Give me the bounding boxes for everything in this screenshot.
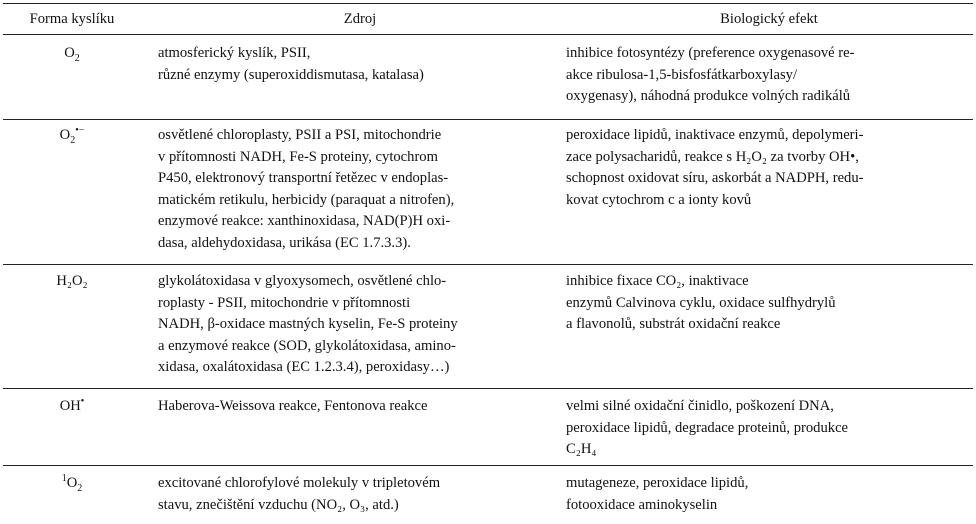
effect-line: velmi silné oxidační činidlo, poškození DNA, (566, 398, 834, 414)
effect-line: oxygenasy), náhodná produkce volných radikálů (566, 88, 851, 105)
source-line: stavu, znečištění vzduchu (NO₂, O₃, atd.) (158, 496, 399, 513)
form-superscript: •− (75, 125, 85, 137)
source-line: roplasty - PSII, mitochondrie v přítomnosti (158, 294, 411, 311)
table-row-source (158, 271, 458, 379)
effect-line: inhibice fixace CO₂, inaktivace (566, 273, 749, 289)
source-line: NADH, β-oxidace mastných kyselin, Fe-S proteiny (158, 316, 458, 333)
table-row-effect (566, 473, 748, 516)
row-divider (3, 388, 973, 389)
source-line: dasa, aldehydoxidasa, urikása (EC 1.7.3.3). (158, 234, 411, 251)
effect-line: schopnost oxidovat síru, askorbát a NADPH, redu- (566, 170, 864, 187)
source-line: atmosferický kyslík, PSII, (158, 45, 311, 61)
source-line: v přítomnosti NADH, Fe-S proteiny, cytochrom (158, 148, 438, 165)
table-row-form (3, 396, 141, 418)
effect-line: enzymů Calvinova cyklu, oxidace sulfhydrylů (566, 294, 836, 311)
effect-line: fotooxidace aminokyselin (566, 496, 718, 513)
table-row-form (3, 271, 141, 293)
source-line: P450, elektronový transportní řetězec v endoplas- (158, 170, 449, 187)
source-line: excitované chlorofylové molekuly v tripletovém (158, 475, 441, 491)
header-bottom-rule (3, 34, 973, 35)
form-subscript: 2 (74, 52, 80, 64)
form-base: O (66, 475, 78, 491)
form-superscript: • (80, 396, 85, 408)
table-top-rule (3, 3, 973, 4)
table-row-effect (566, 396, 848, 461)
effect-line: zace polysacharidů, reakce s H₂O₂ za tvorby OH•, (566, 148, 859, 165)
source-line: osvětlené chloroplasty, PSII a PSI, mitochondrie (158, 127, 442, 143)
table-row-effect (566, 125, 864, 211)
column-header-effect: Biologický efekt (720, 11, 818, 27)
table-row-effect (566, 271, 836, 336)
source-line: matickém retikulu, herbicidy (paraquat a nitrofen), (158, 191, 455, 208)
form-prescript: 1 (61, 473, 67, 485)
table-row-source (158, 43, 424, 86)
source-line: glykolátoxidasa v glyoxysomech, osvětlené chlo- (158, 273, 447, 289)
effect-line: peroxidace lipidů, degradace proteinů, produkce (566, 419, 849, 436)
source-line: xidasa, oxalátoxidasa (EC 1.2.3.4), peroxidasy…) (158, 359, 450, 376)
row-divider (3, 264, 973, 265)
table-row-form (3, 43, 141, 65)
form-base: O (64, 45, 75, 61)
source-line: a enzymové reakce (SOD, glykolátoxidasa, amino- (158, 337, 456, 354)
source-line: enzymové reakce: xanthinoxidasa, NAD(P)H oxi- (158, 213, 451, 230)
effect-line: mutageneze, peroxidace lipidů, (566, 475, 749, 491)
column-header-source: Zdroj (343, 11, 377, 27)
row-divider (3, 119, 973, 120)
column-header-form: Forma kyslíku (29, 11, 115, 27)
effect-line: a flavonolů, substrát oxidační reakce (566, 316, 781, 333)
form-base: O (59, 127, 71, 143)
table-row-effect (566, 43, 855, 108)
table-row-source (158, 473, 440, 516)
form-base: H₂O₂ (56, 273, 88, 289)
effect-line: C₂H₄ (566, 441, 597, 458)
table-row-form (3, 473, 141, 495)
table-row-source (158, 125, 454, 255)
table-row-form (3, 125, 141, 147)
source-line: různé enzymy (superoxiddismutasa, katalasa) (158, 66, 424, 83)
table-row-source (158, 396, 428, 418)
effect-line: kovat cytochrom c a ionty kovů (566, 191, 752, 208)
form-subscript: 2 (77, 482, 83, 494)
form-base: OH (59, 398, 81, 414)
form-subscript: 2 (70, 134, 76, 146)
row-divider (3, 465, 973, 466)
source-line: Haberova-Weissova reakce, Fentonova reakce (158, 398, 428, 414)
effect-line: akce ribulosa-1,5-bisfosfátkarboxylasy/ (566, 66, 797, 83)
effect-line: inhibice fotosyntézy (preference oxygenasové re- (566, 45, 855, 61)
effect-line: peroxidace lipidů, inaktivace enzymů, depolymeri- (566, 127, 864, 143)
